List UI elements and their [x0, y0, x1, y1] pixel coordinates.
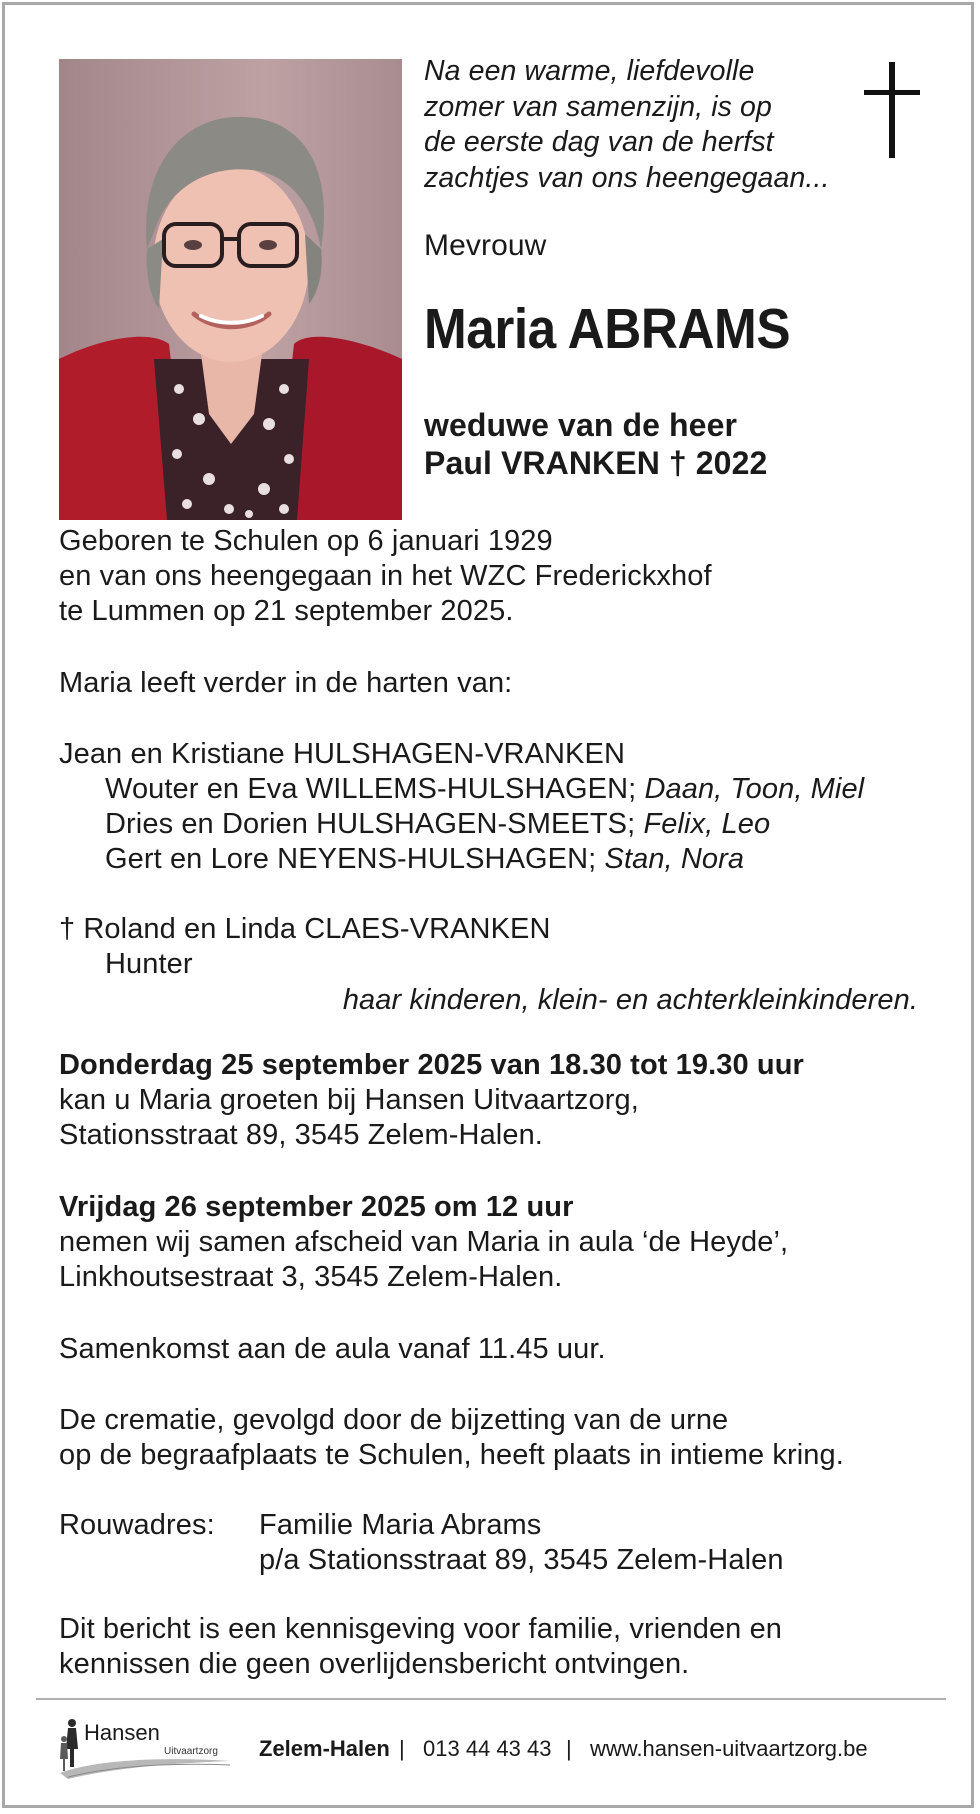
farewell-line: nemen wij samen afscheid van Maria in aula ‘de Heyde’,: [59, 1226, 789, 1258]
poem-line: Na een warme, liefdevolle: [424, 55, 755, 87]
spouse-line: weduwe van de heer: [424, 407, 738, 443]
logo-name: Hansen: [84, 1720, 160, 1745]
funeral-home-logo: [58, 1715, 233, 1781]
deceased-name: Maria ABRAMS: [424, 297, 791, 361]
family-couple-1: Jean en Kristiane HULSHAGEN-VRANKEN: [59, 738, 625, 770]
poem-line: zachtjes van ons heengegaan...: [424, 161, 830, 194]
visitation-line: kan u Maria groeten bij Hansen Uitvaartzorg,: [59, 1084, 639, 1116]
spouse-info: [424, 406, 767, 482]
gathering-text: Samenkomst aan de aula vanaf 11.45 uur.: [59, 1333, 606, 1365]
logo-subtitle: Uitvaartzorg: [164, 1746, 218, 1757]
great-grandchildren: Stan, Nora: [604, 843, 745, 875]
footer-separator: |: [399, 1736, 405, 1761]
grandchild-parents: Wouter en Eva WILLEMS-HULSHAGEN;: [105, 773, 637, 805]
grandchild-parents: Dries en Dorien HULSHAGEN-SMEETS;: [105, 808, 636, 840]
great-grandchildren: Felix, Leo: [643, 808, 771, 840]
birth-line: en van ons heengegaan in het WZC Frederickxhof: [59, 560, 712, 592]
grandchild-family: [105, 842, 744, 877]
footer-separator: |: [566, 1736, 572, 1761]
farewell-line: Linkhoutsestraat 3, 3545 Zelem-Halen.: [59, 1261, 563, 1293]
lives-on-text: Maria leeft verder in de harten van:: [59, 667, 513, 699]
birth-line: te Lummen op 21 september 2025.: [59, 595, 514, 627]
spouse-line: Paul VRANKEN † 2022: [424, 445, 768, 481]
cross-icon: [864, 62, 920, 158]
cremation-line: De crematie, gevolgd door de bijzetting van de urne: [59, 1404, 729, 1436]
footer-divider: [36, 1698, 946, 1700]
grandchild-family: [105, 807, 770, 842]
cremation-line: op de begraafplaats te Schulen, heeft plaats in intieme kring.: [59, 1439, 844, 1471]
portrait-photo: [59, 59, 402, 520]
salutation: Mevrouw: [424, 229, 547, 262]
family-couple-2-child: Hunter: [105, 948, 193, 980]
birth-line: Geboren te Schulen op 6 januari 1929: [59, 525, 553, 557]
footer-city: Zelem-Halen: [259, 1736, 390, 1761]
portrait-illustration: [59, 59, 402, 520]
poem-text: [424, 54, 829, 196]
poem-line: zomer van samenzijn, is op: [424, 90, 772, 123]
family-signoff: haar kinderen, klein- en achterkleinkinderen.: [342, 984, 918, 1016]
address-line: Familie Maria Abrams: [259, 1509, 542, 1541]
visitation-heading: Donderdag 25 september 2025 van 18.30 tot 19.30 uur: [59, 1049, 804, 1081]
farewell-heading: Vrijdag 26 september 2025 om 12 uur: [59, 1191, 574, 1223]
footer-phone[interactable]: 013 44 43 43: [423, 1736, 552, 1761]
grandchild-parents: Gert en Lore NEYENS-HULSHAGEN;: [105, 843, 597, 875]
great-grandchildren: Daan, Toon, Miel: [644, 773, 865, 805]
poem-line: de eerste dag van de herfst: [424, 126, 774, 158]
address-line: p/a Stationsstraat 89, 3545 Zelem-Halen: [259, 1544, 784, 1576]
address-label: Rouwadres:: [59, 1509, 215, 1541]
notice-line: kennissen die geen overlijdensbericht ontvingen.: [59, 1648, 690, 1680]
grandchild-family: [105, 772, 864, 807]
visitation-line: Stationsstraat 89, 3545 Zelem-Halen.: [59, 1119, 543, 1151]
notice-line: Dit bericht is een kennisgeving voor familie, vrienden en: [59, 1613, 783, 1645]
footer-website-link[interactable]: www.hansen-uitvaartzorg.be: [590, 1736, 868, 1761]
family-couple-2: † Roland en Linda CLAES-VRANKEN: [59, 913, 551, 945]
